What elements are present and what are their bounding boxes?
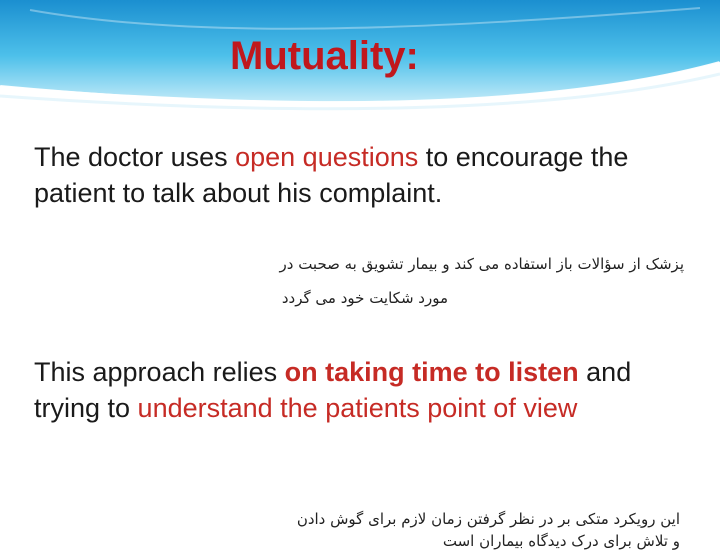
persian-text-line-3: این رویکرد متکی بر در نظر گرفتن زمان لازم برای گوش دادن: [296, 510, 680, 528]
para1-highlight: open questions: [235, 142, 419, 172]
persian-text-line-4: و تلاش برای درک دیدگاه بیماران است: [442, 532, 680, 550]
para2-text-1: This approach relies: [34, 357, 285, 387]
para2-text-2: and trying to: [34, 357, 632, 423]
para1-text-2: to encourage the patient to talk about his complaint.: [34, 142, 629, 208]
slide-title: Mutuality:: [230, 34, 419, 78]
persian-text-line-2: مورد شکایت خود می گردد: [281, 289, 448, 307]
paragraph-approach: [34, 354, 704, 426]
para2-highlight-2: understand the patients point of view: [137, 393, 578, 423]
para2-highlight-1: on taking time to listen: [284, 357, 579, 387]
persian-text-line-1: پزشک از سؤالات باز استفاده می کند و بیمار تشویق به صحبت در: [279, 255, 684, 273]
para1-text-1: The doctor uses: [34, 142, 236, 172]
paragraph-doctor-open-questions: [34, 139, 704, 211]
